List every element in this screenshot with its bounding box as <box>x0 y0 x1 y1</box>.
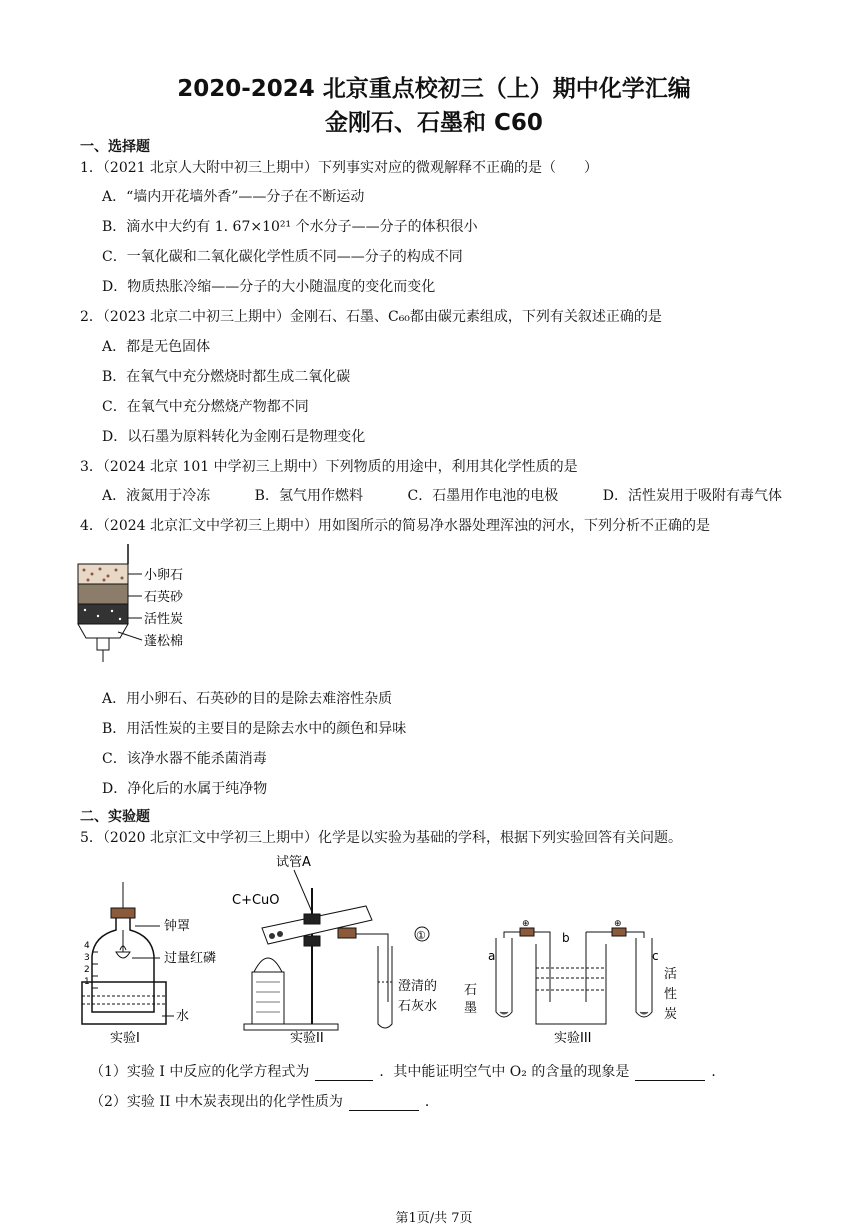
svg-text:⊕: ⊕ <box>614 919 622 929</box>
page-subtitle: 金刚石、石墨和 C60 <box>325 110 543 136</box>
caption-exp3: 实验III <box>554 1031 592 1046</box>
q3-options-row <box>102 485 782 505</box>
answer-blank-3[interactable] <box>349 1096 419 1111</box>
label-bell-jar: 钟罩 <box>164 919 191 934</box>
label-cotton: 蓬松棉 <box>144 634 184 649</box>
water-purifier-figure <box>70 540 210 670</box>
experiment-3-apparatus <box>464 919 677 1046</box>
label-charcoal-2: 性 <box>664 987 678 1002</box>
label-c: c <box>652 949 659 963</box>
svg-text:2: 2 <box>84 965 90 975</box>
question-3-stem: 3．（2024 北京 101 中学初三上期中）下列物质的用途中，利用其化学性质的是 <box>80 459 578 475</box>
svg-text:3: 3 <box>84 953 90 963</box>
label-c-cuo: C+CuO <box>232 893 280 908</box>
label-quartz-sand: 石英砂 <box>144 590 184 605</box>
label-test-tube-a: 试管A <box>276 855 311 870</box>
label-circle-1: ① <box>416 929 426 942</box>
svg-text:4: 4 <box>84 941 90 951</box>
q1-option-d: D．物质热胀冷缩——分子的大小随温度的变化而变化 <box>102 279 436 295</box>
experiment-1-bell-jar <box>82 882 216 1046</box>
q4-option-a: A．用小卵石、石英砂的目的是除去难溶性杂质 <box>102 691 393 707</box>
svg-text:⊕: ⊕ <box>522 919 530 929</box>
label-limewater-1: 澄清的 <box>398 979 438 994</box>
question-2-stem: 2．（2023 北京二中初三上期中）金刚石、石墨、C₆₀都由碳元素组成，下列有关叙述正确的是 <box>80 309 662 325</box>
page-title: 2020-2024 北京重点校初三（上）期中化学汇编 <box>177 76 691 102</box>
label-activated-carbon: 活性炭 <box>144 612 184 627</box>
answer-blank-2[interactable] <box>635 1066 705 1081</box>
experiments-figure <box>76 852 716 1052</box>
q2-option-b: B．在氧气中充分燃烧时都生成二氧化碳 <box>102 369 351 385</box>
q2-option-d: D．以石墨为原料转化为金刚石是物理变化 <box>102 429 366 445</box>
label-charcoal-3: 炭 <box>664 1007 678 1022</box>
q4-option-c: C．该净水器不能杀菌消毒 <box>102 751 267 767</box>
experiment-2-apparatus <box>232 855 437 1046</box>
question-5-stem: 5．（2020 北京汇文中学初三上期中）化学是以实验为基础的学科，根据下列实验回答有关问题。 <box>80 830 682 846</box>
svg-text:1: 1 <box>84 977 90 987</box>
label-graphite-2: 墨 <box>464 1001 478 1016</box>
q2-option-c: C．在氧气中充分燃烧产物都不同 <box>102 399 309 415</box>
q4-option-b: B．用活性炭的主要目的是除去水中的颜色和异味 <box>102 721 407 737</box>
label-red-phosphorus: 过量红磷 <box>164 951 217 966</box>
page-footer: 第1页/共 7页 <box>395 1211 473 1226</box>
q3-option-b: B．氢气用作燃料 <box>254 488 363 504</box>
label-limewater-2: 石灰水 <box>398 999 438 1014</box>
section-heading-choice: 一、选择题 <box>80 139 150 155</box>
q3-option-a: A．液氮用于冷冻 <box>102 488 211 504</box>
section-heading-experiment: 二、实验题 <box>80 809 150 825</box>
q1-option-c: C．一氧化碳和二氧化碳化学性质不同——分子的构成不同 <box>102 249 463 265</box>
q1-option-b: B．滴水中大约有 1. 67×10²¹ 个水分子——分子的体积很小 <box>102 219 478 235</box>
caption-exp2: 实验II <box>290 1031 324 1046</box>
question-1-stem: 1．（2021 北京人大附中初三上期中）下列事实对应的微观解释不正确的是（ ） <box>80 160 598 176</box>
q2-option-a: A．都是无色固体 <box>102 339 211 355</box>
label-charcoal-1: 活 <box>664 967 678 982</box>
question-4-stem: 4．（2024 北京汇文中学初三上期中）用如图所示的简易净水器处理浑浊的河水，下列分析不正确的是 <box>80 518 710 534</box>
label-graphite-1: 石 <box>464 983 478 998</box>
q4-option-d: D．净化后的水属于纯净物 <box>102 781 268 797</box>
label-b: b <box>562 931 570 945</box>
label-water: 水 <box>176 1009 190 1024</box>
q5-subquestion-1: （1）实验 I 中反应的化学方程式为 ．其中能证明空气中 O₂ 的含量的现象是 ． <box>90 1064 726 1080</box>
q3-option-d: D．活性炭用于吸附有毒气体 <box>602 488 782 504</box>
q3-option-c: C．石墨用作电池的电极 <box>407 488 559 504</box>
answer-blank-1[interactable] <box>315 1066 373 1081</box>
q5-subquestion-2: （2）实验 II 中木炭表现出的化学性质为 ． <box>90 1094 439 1110</box>
q1-option-a: A．“墙内开花墙外香”——分子在不断运动 <box>102 189 365 205</box>
label-pebbles: 小卵石 <box>144 568 184 583</box>
caption-exp1: 实验I <box>110 1031 140 1046</box>
label-a: a <box>488 949 496 963</box>
